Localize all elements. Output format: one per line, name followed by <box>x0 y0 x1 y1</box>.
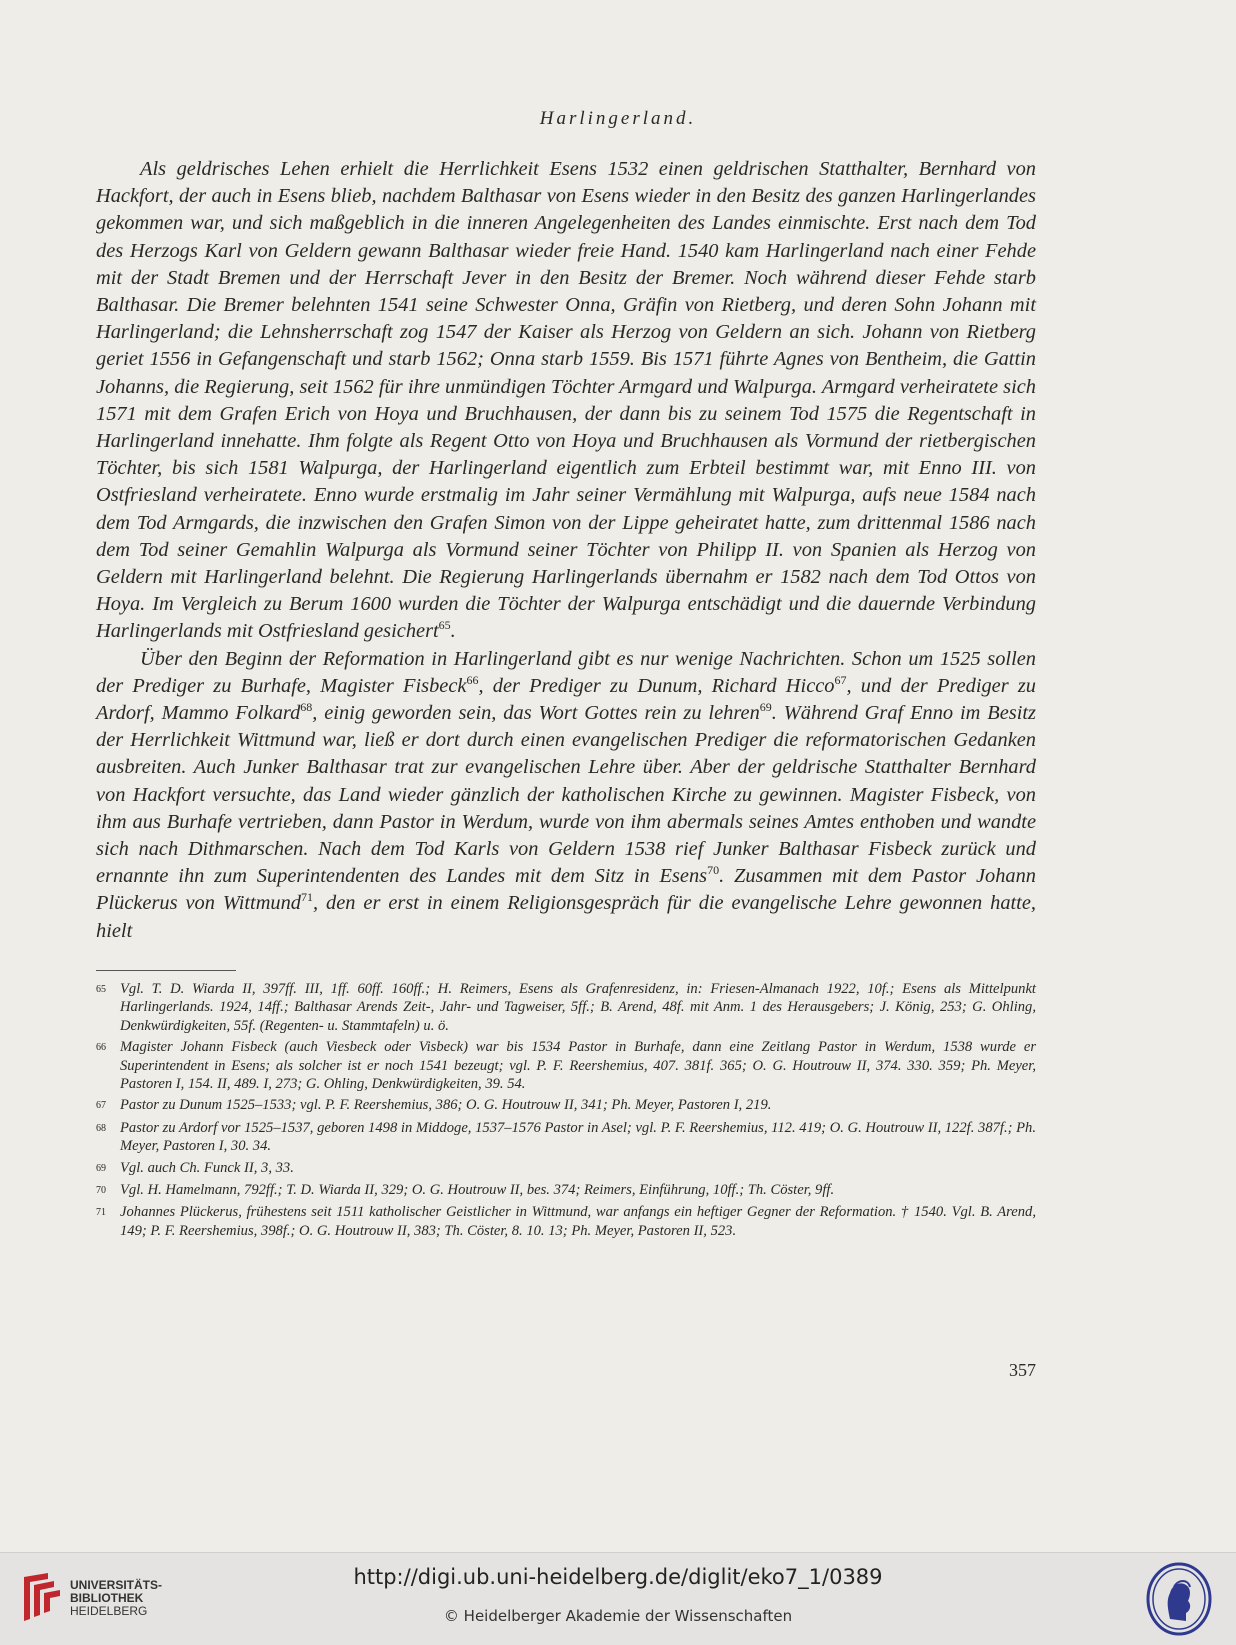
footnote-number: 69 <box>96 1162 106 1174</box>
paragraph-2 <box>96 646 1036 945</box>
footnote-number: 68 <box>96 1122 106 1134</box>
footnote-number: 71 <box>96 1207 106 1219</box>
footnote-ref-68[interactable]: 68 <box>300 700 313 715</box>
paragraph-2-text-b: , der Prediger zu Dunum, Richard Hicco <box>478 674 835 697</box>
paragraph-2-text-a: Über den Beginn der Reformation in Harlingerland gibt es nur wenige Nachrichten. Schon um 1525 sollen der Prediger zu Burhafe, Magister Fisbeck <box>96 647 1036 697</box>
paragraph-1 <box>96 156 1036 646</box>
footnote-ref-69[interactable]: 69 <box>759 700 772 715</box>
footnote-ref-71[interactable]: 71 <box>301 890 314 905</box>
footnote-text: Vgl. H. Hamelmann, 792ff.; T. D. Wiarda II, 329; O. G. Houtrouw II, bes. 374; Reimers, Einführung, 10ff.; Th. Cöster, 9ff. <box>120 1182 835 1199</box>
footnote-text: Johannes Plückerus, frühestens seit 1511 katholischer Geistlicher in Wittmund, war anfangs ein heftiger Gegner der Reformation. † 1540. Vgl. B. Arend, 149; P. F. Reershemius, 398f.; O. G. Houtrouw II, 383; Th. Cöster, 8. 10. 13; Ph. Meyer, Pastoren II, 523. <box>120 1204 1036 1239</box>
footnote <box>96 1181 1036 1200</box>
footnote-text: Pastor zu Dunum 1525–1533; vgl. P. F. Reershemius, 386; O. G. Houtrouw II, 341; Ph. Meyer, Pastoren I, 219. <box>120 1097 772 1114</box>
footnote-text: Pastor zu Ardorf vor 1525–1537, geboren 1498 in Middoge, 1537–1576 Pastor in Asel; vgl. P. F. Reershemius, 112. 419; O. G. Houtrouw II, 122f. 387f.; Ph. Meyer, Pastoren I, 30. 34. <box>120 1119 1036 1155</box>
footnote-ref-65[interactable]: 65 <box>438 618 451 633</box>
footnote-text: Magister Johann Fisbeck (auch Viesbeck oder Visbeck) war bis 1534 Pastor in Burhafe, dann eine Zeitlang Pastor in Werdum, 1538 wurde er Superintendent in Esens; als solcher ist er noch 1541 bezeugt; vgl. P. F. Reershemius, 407. 381f. 365; O. G. Houtrouw II, 374. 330. 359; Ph. Meyer, Pastoren I, 154. II, 489. I, 273; G. Ohling, Denkwürdigkeiten, 39. 54. <box>120 1039 1036 1093</box>
footnote <box>96 1119 1036 1156</box>
footnote-number: 66 <box>96 1042 106 1054</box>
main-text <box>96 156 1036 945</box>
footnote-number: 65 <box>96 984 106 995</box>
running-title: Harlingerland. <box>539 108 697 129</box>
footnote <box>96 980 1036 1035</box>
paragraph-1-text: Als geldrisches Lehen erhielt die Herrlichkeit Esens 1532 einen geldrischen Statthalter, Bernhard von Hackfort, der auch in Esens blieb, nachdem Balthasar von Esens wieder in den Besitz des ganzen Harlingerlandes gekommen war, und sich maßgeblich in die inneren Angelegenheiten des Landes einmischte. Erst nach dem Tod des Herzogs Karl von Geldern gewann Balthasar wieder freie Hand. 1540 kam Harlingerland nach einer Fehde mit der Stadt Bremen und der Herrschaft Jever in den Besitz der Bremer. Noch während dieser Fehde starb Balthasar. Die Bremer belehnten 1541 seine Schwester Onna, Gräfin von Rietberg, und deren Sohn Johann mit Harlingerland; die Lehnsherrschaft zog 1547 der Kaiser als Herzog von Geldern an sich. Johann von Rietberg geriet 1556 in Gefangenschaft und starb 1562; Onna starb 1559. Bis 1571 führte Agnes von Bentheim, die Gattin Johanns, die Regierung, seit 1562 für ihre unmündigen Töchter Armgard und Walpurga. Armgard verheiratete sich 1571 mit dem Grafen Erich von Hoya und Bruchhausen, der dann bis zu seinem Tod 1575 die Regentschaft in Harlingerland innehatte. Ihm folgte als Regent Otto von Hoya und Bruchhausen als Vormund der rietbergischen Töchter, bis sich 1581 Walpurga, der Harlingerland eigentlich zum Erbteil bestimmt war, mit Enno III. von Ostfriesland verheiratete. Enno wurde erstmalig im Jahr seiner Vermählung mit Walpurga, aufs neue 1584 nach dem Tod Armgards, die inzwischen den Grafen Simon von der Lippe geheiratet hatte, zum drittenmal 1586 nach dem Tod seiner Gemahlin Walpurga als Vormund seiner Töchter von Philipp II. von Spanien als Herzog von Geldern mit Harlingerland belehnt. Die Regierung Harlingerlands übernahm er 1582 nach dem Tod Ottos von Hoya. Im Vergleich zu Berum 1600 wurden die Töchter der Walpurga entschädigt und die dauernde Verbindung Harlingerlands mit Ostfriesland gesichert <box>96 158 1036 643</box>
permalink-url[interactable]: http://digi.ub.uni-heidelberg.de/diglit/eko7_1/0389 <box>353 1565 883 1589</box>
paragraph-1-end: . <box>450 620 456 643</box>
copyright-notice: © Heidelberger Akademie der Wissenschaften <box>443 1607 793 1625</box>
footnote <box>96 1096 1036 1115</box>
footnote-text: Vgl. auch Ch. Funck II, 3, 33. <box>120 1159 294 1176</box>
paragraph-2-text-c: , und der Prediger zu Ardorf, Mammo Folkard <box>96 674 1036 725</box>
paragraph-2-text-d: , einig geworden sein, das Wort Gottes rein zu lehren <box>312 702 760 725</box>
footnote <box>96 1038 1036 1093</box>
footnote-divider <box>96 970 236 971</box>
viewer-footer <box>0 1552 1236 1645</box>
logo-line-3: HEIDELBERG <box>70 1604 148 1618</box>
footnote <box>96 1159 1036 1178</box>
paragraph-2-text-g: , den er erst in einem Religionsgespräch für die evangelische Lehre gewonnen hatte, hielt <box>96 892 1036 942</box>
paragraph-2-text-e: . Während Graf Enno im Besitz der Herrlichkeit Wittmund war, ließ er dort durch einen evangelischen Prediger die reformatorischen Gedanken ausbreiten. Auch Junker Balthasar trat zur evangelischen Lehre über. Aber der geldrische Statthalter Bernhard von Hackfort versuchte, das Land wieder gänzlich der katholischen Kirche zu gewinnen. Magister Fisbeck, von ihm aus Burhafe vertrieben, dann Pastor in Werdum, wurde von ihm abermals seines Amtes enthoben und wandte sich nach Dithmarschen. Nach dem Tod Karls von Geldern 1538 rief Junker Balthasar Fisbeck zurück und ernannte ihn zum Superintendenten des Landes mit dem Sitz in Esens <box>96 702 1036 888</box>
footnote <box>96 1203 1036 1240</box>
paragraph-2-text-f: . Zusammen mit dem Pastor Johann Plückerus von Wittmund <box>96 865 1037 915</box>
footnote-text: Vgl. T. D. Wiarda II, 397ff. III, 1ff. 60ff. 160ff.; H. Reimers, Esens als Grafenresidenz, in: Friesen-Almanach 1922, 10f.; Esens als Mittelpunkt Harlingerlands. 1924, 14ff.; Balthasar Arends Zeit-, Jahr- und Tagweiser, 5ff.; B. Arend, 48f. mit Anm. 1 des Herausgebers; J. König, 253; G. Ohling, Denkwürdigkeiten, 55f. (Regenten- u. Stammtafeln) u. ö. <box>120 981 1036 1034</box>
footnote-number: 67 <box>96 1100 106 1112</box>
footnotes <box>96 980 1036 1243</box>
academy-seal-icon <box>1144 1561 1214 1637</box>
logo-line-1: UNIVERSITÄTS- <box>70 1578 163 1592</box>
footnote-ref-66[interactable]: 66 <box>466 673 479 688</box>
page-number: 357 <box>1009 1360 1036 1380</box>
footnote-ref-67[interactable]: 67 <box>834 673 847 688</box>
logo-line-2: BIBLIOTHEK <box>70 1591 144 1605</box>
footnote-ref-70[interactable]: 70 <box>707 863 720 878</box>
footnote-number: 70 <box>96 1185 106 1197</box>
